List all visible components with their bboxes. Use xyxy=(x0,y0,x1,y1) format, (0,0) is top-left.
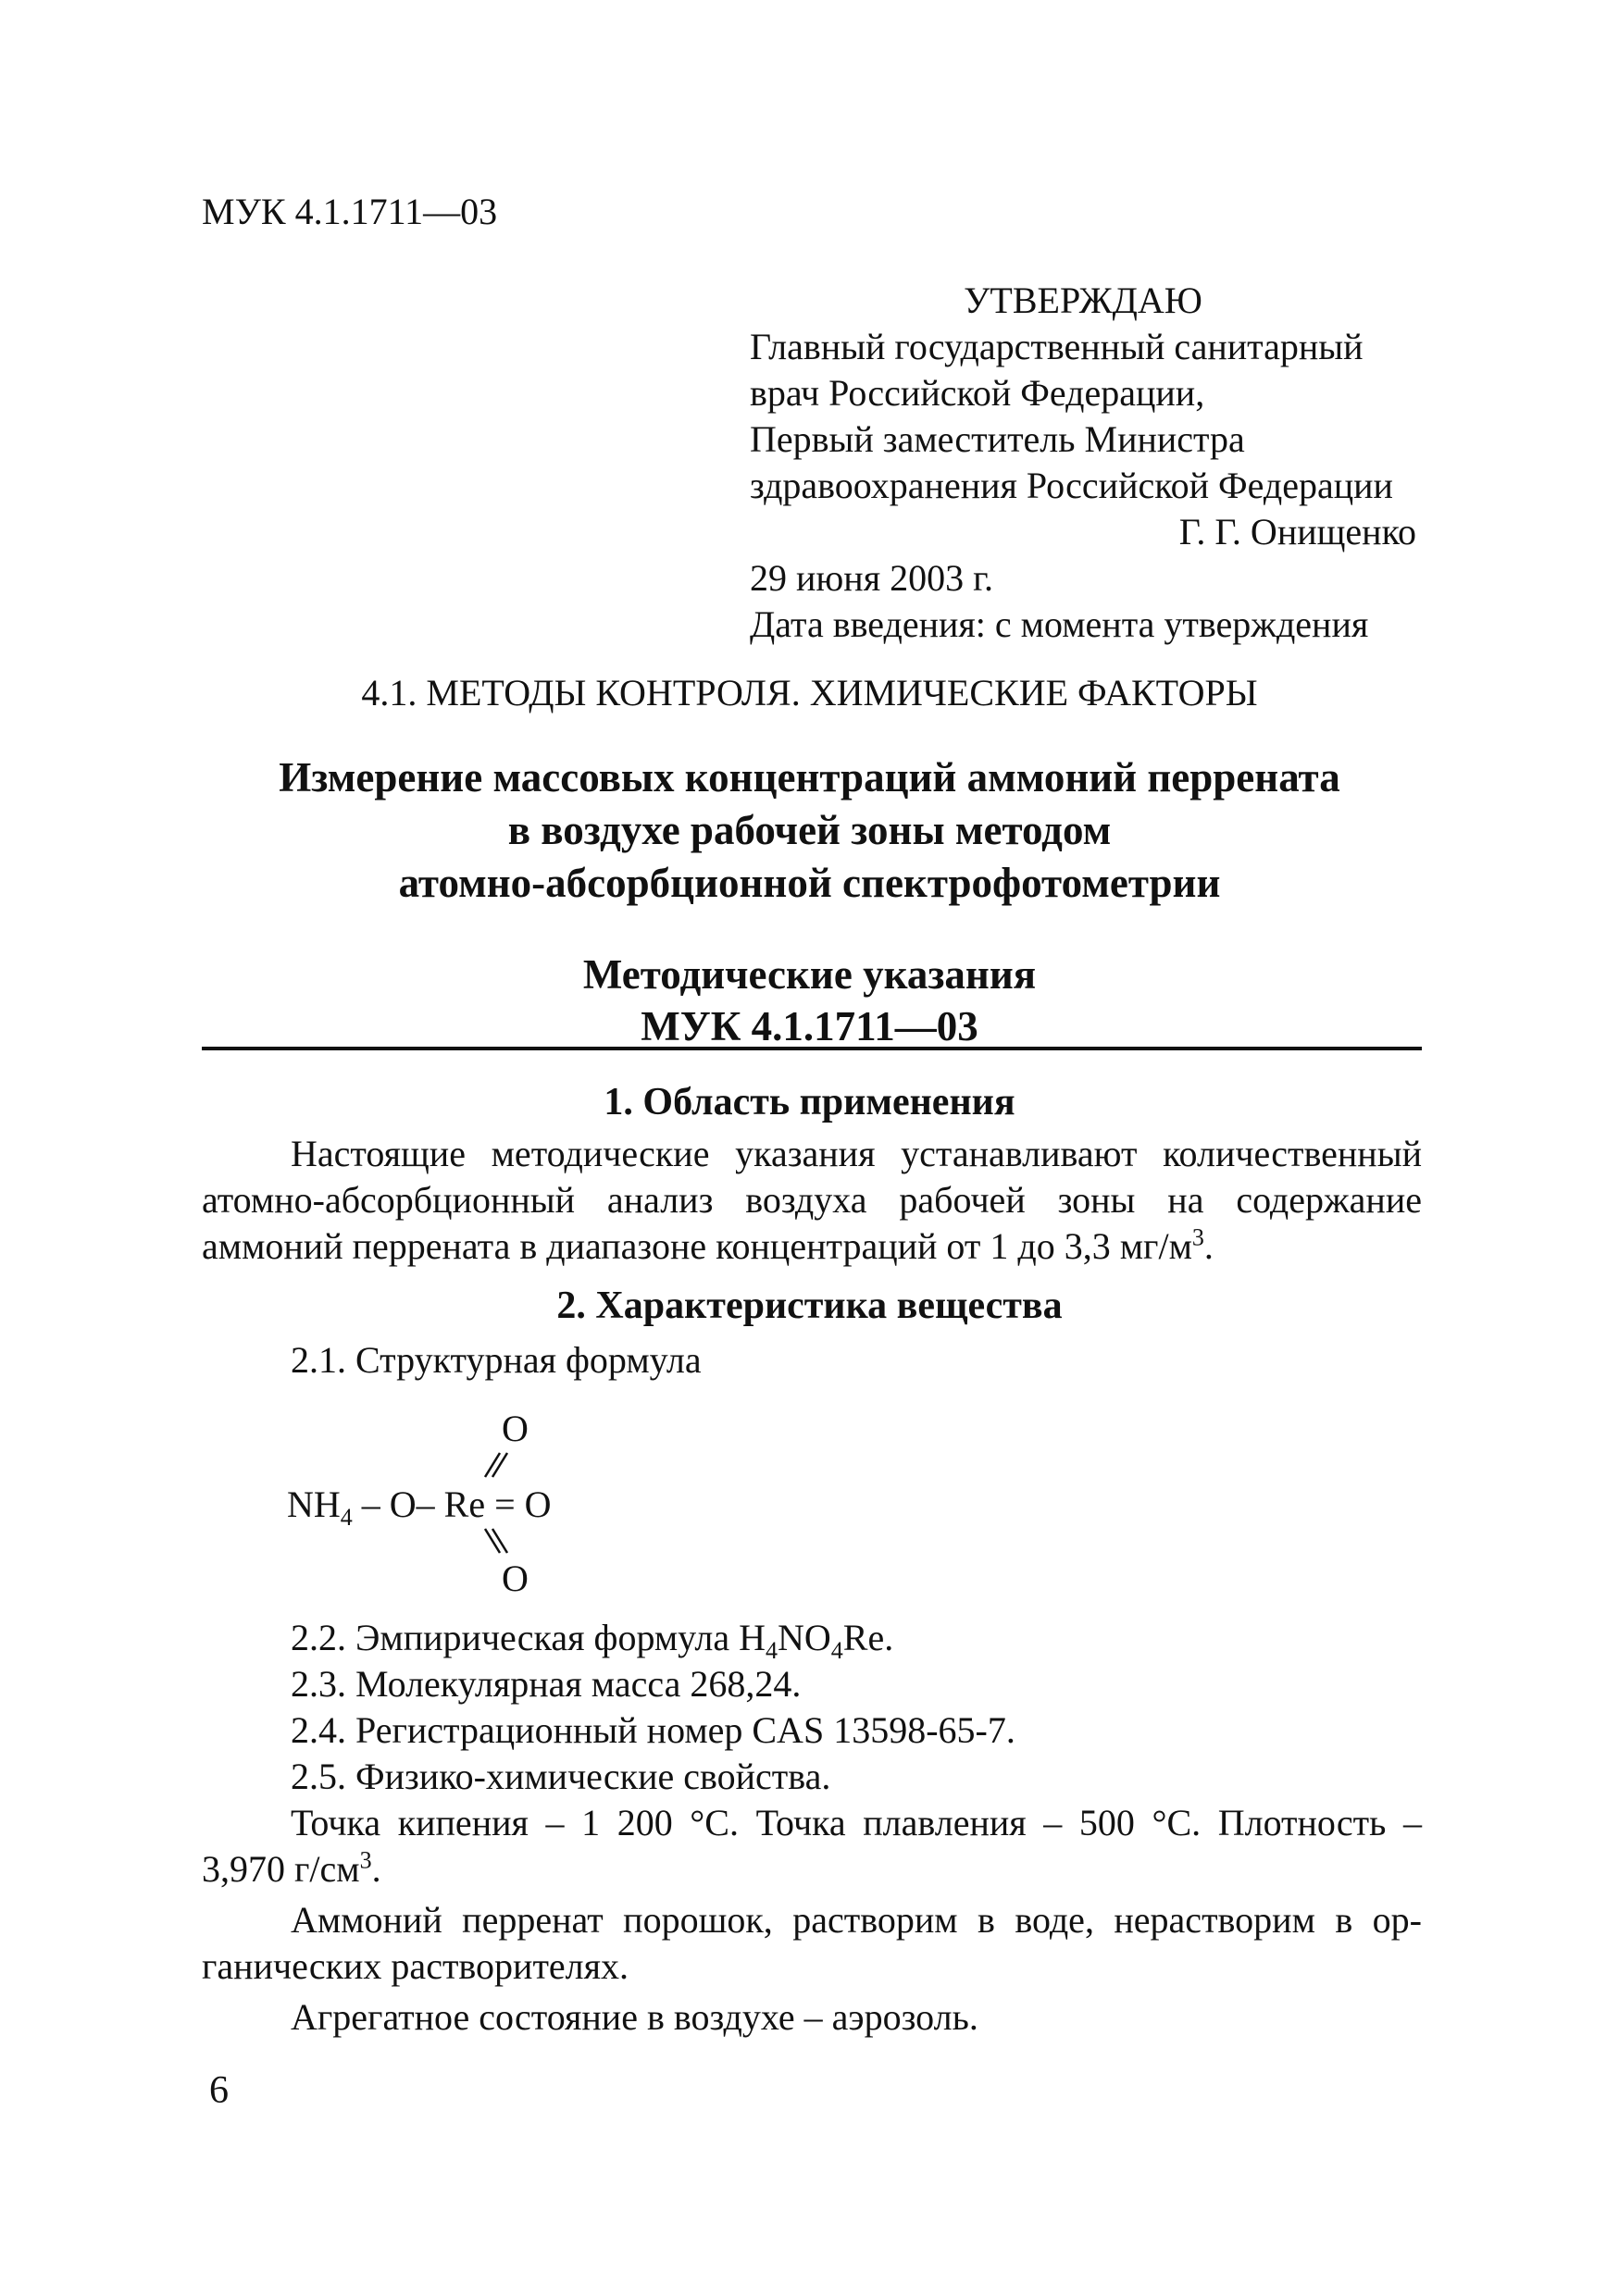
item-2-5: 2.5. Физико-химические свойства. xyxy=(291,1756,831,1797)
page-number: 6 xyxy=(209,2069,229,2112)
approval-line: Первый заместитель Министра xyxy=(750,418,1245,460)
section-1-paragraph xyxy=(202,1131,1422,1270)
document-title xyxy=(0,751,1619,910)
solubility-paragraph xyxy=(202,1897,1422,1990)
item-2-1: 2.1. Структурная формула xyxy=(291,1339,702,1381)
formula-oxygen-bottom: O xyxy=(502,1558,529,1599)
paragraph-line: атомно-абсорбционный анализ воздуха рабочей зоны на содержание xyxy=(202,1179,1422,1221)
item-2-4: 2.4. Регистрационный номер CAS 13598-65-7. xyxy=(291,1709,1015,1751)
title-line: атомно-абсорбционной спектрофотометрии xyxy=(398,860,1221,906)
section-2-heading: 2. Характеристика вещества xyxy=(556,1285,1063,1327)
approval-title: УТВЕРЖДАЮ xyxy=(964,279,1202,321)
horizontal-rule xyxy=(202,1047,1422,1050)
structural-formula xyxy=(287,1397,620,1610)
document-code: МУК 4.1.1711—03 xyxy=(202,191,498,232)
section-1-heading: 1. Область применения xyxy=(604,1081,1015,1123)
formula-oxygen-top: O xyxy=(502,1408,529,1449)
paragraph-line: 3,970 $г/см^3$. xyxy=(202,1846,381,1890)
section-heading: 4.1. МЕТОДЫ КОНТРОЛЯ. ХИМИЧЕСКИЕ ФАКТОРЫ xyxy=(361,672,1258,714)
approval-signatory: Г. Г. Онищенко xyxy=(1178,511,1416,552)
approval-date: 29 июня 2003 г. xyxy=(750,557,993,599)
approval-block xyxy=(750,278,1416,648)
properties-paragraph xyxy=(202,1800,1422,1893)
subtitle-line: Методические указания xyxy=(582,951,1037,998)
title-line: Измерение массовых концентраций аммоний перрената xyxy=(279,754,1340,800)
paragraph-line: Настоящие методические указания устанавливают количественный xyxy=(291,1133,1422,1174)
paragraph-line: Точка кипения – 1 200 °С. Точка плавления – 500 °С. Плотность – xyxy=(291,1802,1422,1843)
aggregate-paragraph xyxy=(202,1994,1422,2041)
subtitle-line: МУК 4.1.1711—03 xyxy=(641,1003,978,1049)
paragraph-line: Агрегатное состояние в воздухе – аэрозоль. xyxy=(291,1996,978,2038)
paragraph-line: аммоний перрената в диапазоне концентраций от 1 до 3,3 $мг/м^3$. xyxy=(202,1223,1214,1267)
paragraph-line: Аммоний перренат порошок, растворим в воде, нерастворим в ор- xyxy=(291,1899,1422,1941)
item-2-3: 2.3. Молекулярная масса 268,24. xyxy=(291,1663,802,1705)
approval-line: врач Российской Федерации, xyxy=(750,372,1205,414)
formula-main-line: $NH_4 - O-$ Re = O xyxy=(287,1483,552,1531)
approval-line: Главный государственный санитарный xyxy=(750,326,1364,367)
approval-line: здравоохранения Российской Федерации xyxy=(750,465,1393,506)
approval-effective-date: Дата введения: с момента утверждения xyxy=(750,603,1369,645)
document-subtitle xyxy=(0,949,1619,1052)
paragraph-line: ганических растворителях. xyxy=(202,1945,629,1987)
title-line: в воздухе рабочей зоны методом xyxy=(507,807,1112,853)
item-2-2: 2.2. Эмпирическая формула $H_4NO_4Re$. xyxy=(291,1617,894,1664)
